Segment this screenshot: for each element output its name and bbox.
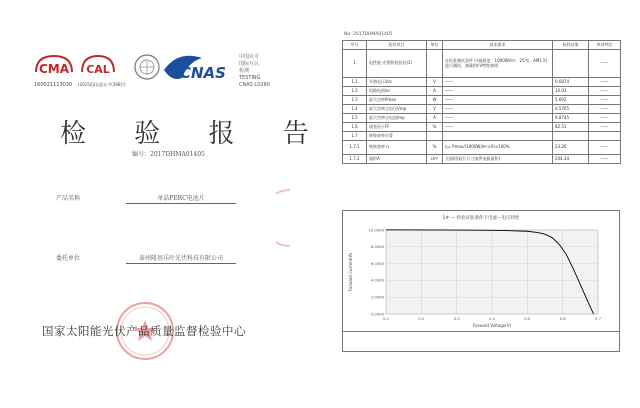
client-value: 泰州隆基乐叶光伏科技有限公司	[138, 255, 223, 262]
cnas-label: CNAS	[180, 64, 226, 82]
table-cell-req: η= Pmax/(1000W/m²×A)×100%	[443, 141, 553, 155]
table-cell-no: 1.7	[343, 132, 367, 141]
table-row	[343, 141, 621, 155]
cal-logo-icon	[78, 52, 118, 80]
cal-number: (2015)国认监认字(398)号	[78, 82, 127, 87]
table-row	[343, 50, 621, 78]
table-cell-no: 1.3	[343, 96, 367, 105]
y-tick-label: 8.0000	[370, 244, 384, 250]
table-row	[343, 132, 621, 141]
table-row	[343, 123, 621, 132]
table-cell-result	[553, 132, 589, 141]
table-row	[343, 155, 621, 164]
y-axis-label: Forward Current(A)	[348, 252, 353, 292]
table-cell-verdict: ——	[589, 141, 621, 155]
col-header: 检验项目	[367, 41, 427, 50]
table-cell-item: 最大功率点电压Vmp	[367, 105, 427, 114]
report-title: 检 验 报 告	[60, 119, 329, 149]
table-cell-result: 9.8745	[553, 114, 589, 123]
table-cell-item: 填充因子FF	[367, 123, 427, 132]
product-name-value: 单晶PERC电池片	[157, 195, 205, 202]
table-cell-req: ——	[443, 105, 553, 114]
table-cell-unit: A	[427, 87, 443, 96]
x-axis-label: Forward Voltage(V)	[472, 323, 512, 328]
col-header: 单位	[427, 41, 443, 50]
cnas-line: TESTING	[239, 75, 261, 81]
col-header: 技术要求	[443, 41, 553, 50]
table-cell-verdict: ——	[589, 50, 621, 78]
table-cell-no: 1.6	[343, 123, 367, 132]
cma-number: 160021113030	[34, 82, 73, 88]
cnas-line: 国际互认	[239, 61, 260, 67]
certification-logos	[34, 52, 274, 92]
table-cell-item: 最大功率Pmax	[367, 96, 427, 105]
y-tick-label: 0.0000	[370, 311, 384, 317]
results-table	[342, 40, 621, 164]
table-cell-result: 0.5765	[553, 105, 589, 114]
table-cell-no: 1.1	[343, 78, 367, 87]
table-cell-unit: A	[427, 114, 443, 123]
x-tick-label: 0.7	[594, 316, 602, 321]
table-cell-no: 1.7.2	[343, 155, 367, 164]
col-header: 检验结果	[553, 41, 589, 50]
table-cell-unit: %	[427, 141, 443, 155]
chart-title: 1# — 检验试验条件下电流—电压特性	[442, 216, 520, 221]
cnas-line: 检测	[239, 68, 250, 74]
table-cell-no: 1	[343, 50, 367, 78]
table-row	[343, 96, 621, 105]
y-tick-label: 10.0000	[368, 227, 384, 233]
table-cell-req	[443, 132, 553, 141]
table-cell-unit: W	[427, 96, 443, 105]
table-cell-req: ——	[443, 96, 553, 105]
results-report-number: No: 2017DHMA01405	[344, 32, 393, 37]
table-cell-unit	[427, 50, 443, 78]
x-tick-label: 0.3	[453, 316, 460, 321]
x-tick-label: 0.1	[382, 316, 390, 321]
client-field	[56, 252, 236, 264]
table-cell-verdict: ——	[589, 78, 621, 87]
cnas-line: 中国认可	[239, 54, 260, 60]
table-cell-unit: %	[427, 123, 443, 132]
cma-logo-icon	[34, 52, 74, 80]
y-tick-label: 4.0000	[370, 277, 384, 283]
table-cell-verdict: ——	[589, 96, 621, 105]
table-cell-item: 面积A	[367, 155, 427, 164]
x-tick-label: 0.5	[524, 316, 531, 321]
col-header: 序号	[343, 41, 367, 50]
table-cell-no: 1.7.1	[343, 141, 367, 155]
table-cell-item: 最大功率点电流Imp	[367, 114, 427, 123]
table-cell-no: 1.4	[343, 105, 367, 114]
table-cell-req: ——	[443, 123, 553, 132]
y-tick-label: 2.0000	[370, 294, 384, 300]
table-cell-item: 电性能-光照阶段检验(1)	[367, 50, 427, 78]
table-row	[343, 105, 621, 114]
table-cell-item: 短路电流Isc	[367, 87, 427, 96]
table-cell-req: ——	[443, 87, 553, 96]
table-cell-unit: cm²	[427, 155, 443, 164]
table-cell-unit: V	[427, 105, 443, 114]
col-header: 单项判定	[589, 41, 621, 50]
table-cell-result: 244.34	[553, 155, 589, 164]
x-tick-label: 0.6	[559, 316, 566, 321]
product-name-field	[56, 192, 236, 204]
table-row	[343, 78, 621, 87]
y-tick-label: 6.0000	[370, 260, 384, 266]
table-cell-unit: V	[427, 78, 443, 87]
table-header-row	[343, 41, 621, 50]
table-cell-req: ——	[443, 78, 553, 87]
table-footer-box	[342, 332, 620, 352]
table-cell-req: ——	[443, 114, 553, 123]
table-cell-verdict: ——	[589, 105, 621, 114]
organization-name: 国家太阳能光伏产品质量监督检验中心	[42, 324, 246, 338]
table-cell-no: 1.2	[343, 87, 367, 96]
svg-text:CMA: CMA	[38, 62, 70, 76]
table-cell-no: 1.5	[343, 114, 367, 123]
table-cell-result: 10.03	[553, 87, 589, 96]
seam-stamp-icon	[276, 188, 290, 248]
results-page	[330, 30, 630, 392]
table-cell-result: 82.51	[553, 123, 589, 132]
table-cell-req: 在标准测试条件下(辐照度：1000W/m²，25℃，AM1.5)进行测试，测量的I-V特性曲线	[443, 50, 553, 78]
cnas-text	[239, 54, 279, 89]
table-cell-result: 5.692	[553, 96, 589, 105]
client-label: 委托单位	[56, 255, 81, 262]
table-row	[343, 114, 621, 123]
table-cell-verdict: ——	[589, 123, 621, 132]
svg-text:CAL: CAL	[86, 63, 110, 76]
table-cell-req: 全面积(硅片尺寸加背电极面积)	[443, 155, 553, 164]
iv-curve-chart	[342, 210, 620, 332]
table-cell-verdict: ——	[589, 155, 621, 164]
table-cell-verdict: ——	[589, 87, 621, 96]
cnca-logo-icon	[132, 52, 162, 82]
x-tick-label: 0.2	[418, 316, 425, 321]
report-number: 编号：2017DHMA01405	[132, 151, 205, 158]
table-cell-item: 开路电压Voc	[367, 78, 427, 87]
product-name-label: 产品名称	[56, 195, 81, 202]
table-cell-result	[553, 50, 589, 78]
table-cell-verdict: ——	[589, 114, 621, 123]
table-cell-item: 转换效率 η	[367, 141, 427, 155]
table-cell-item: 转换效率计算	[367, 132, 427, 141]
table-cell-result: 0.6874	[553, 78, 589, 87]
table-cell-verdict	[589, 132, 621, 141]
table-cell-result: 23.26	[553, 141, 589, 155]
cnas-line: CNAS L0260	[239, 82, 270, 88]
table-row	[343, 87, 621, 96]
x-tick-label: 0.4	[488, 316, 496, 321]
table-cell-unit	[427, 132, 443, 141]
